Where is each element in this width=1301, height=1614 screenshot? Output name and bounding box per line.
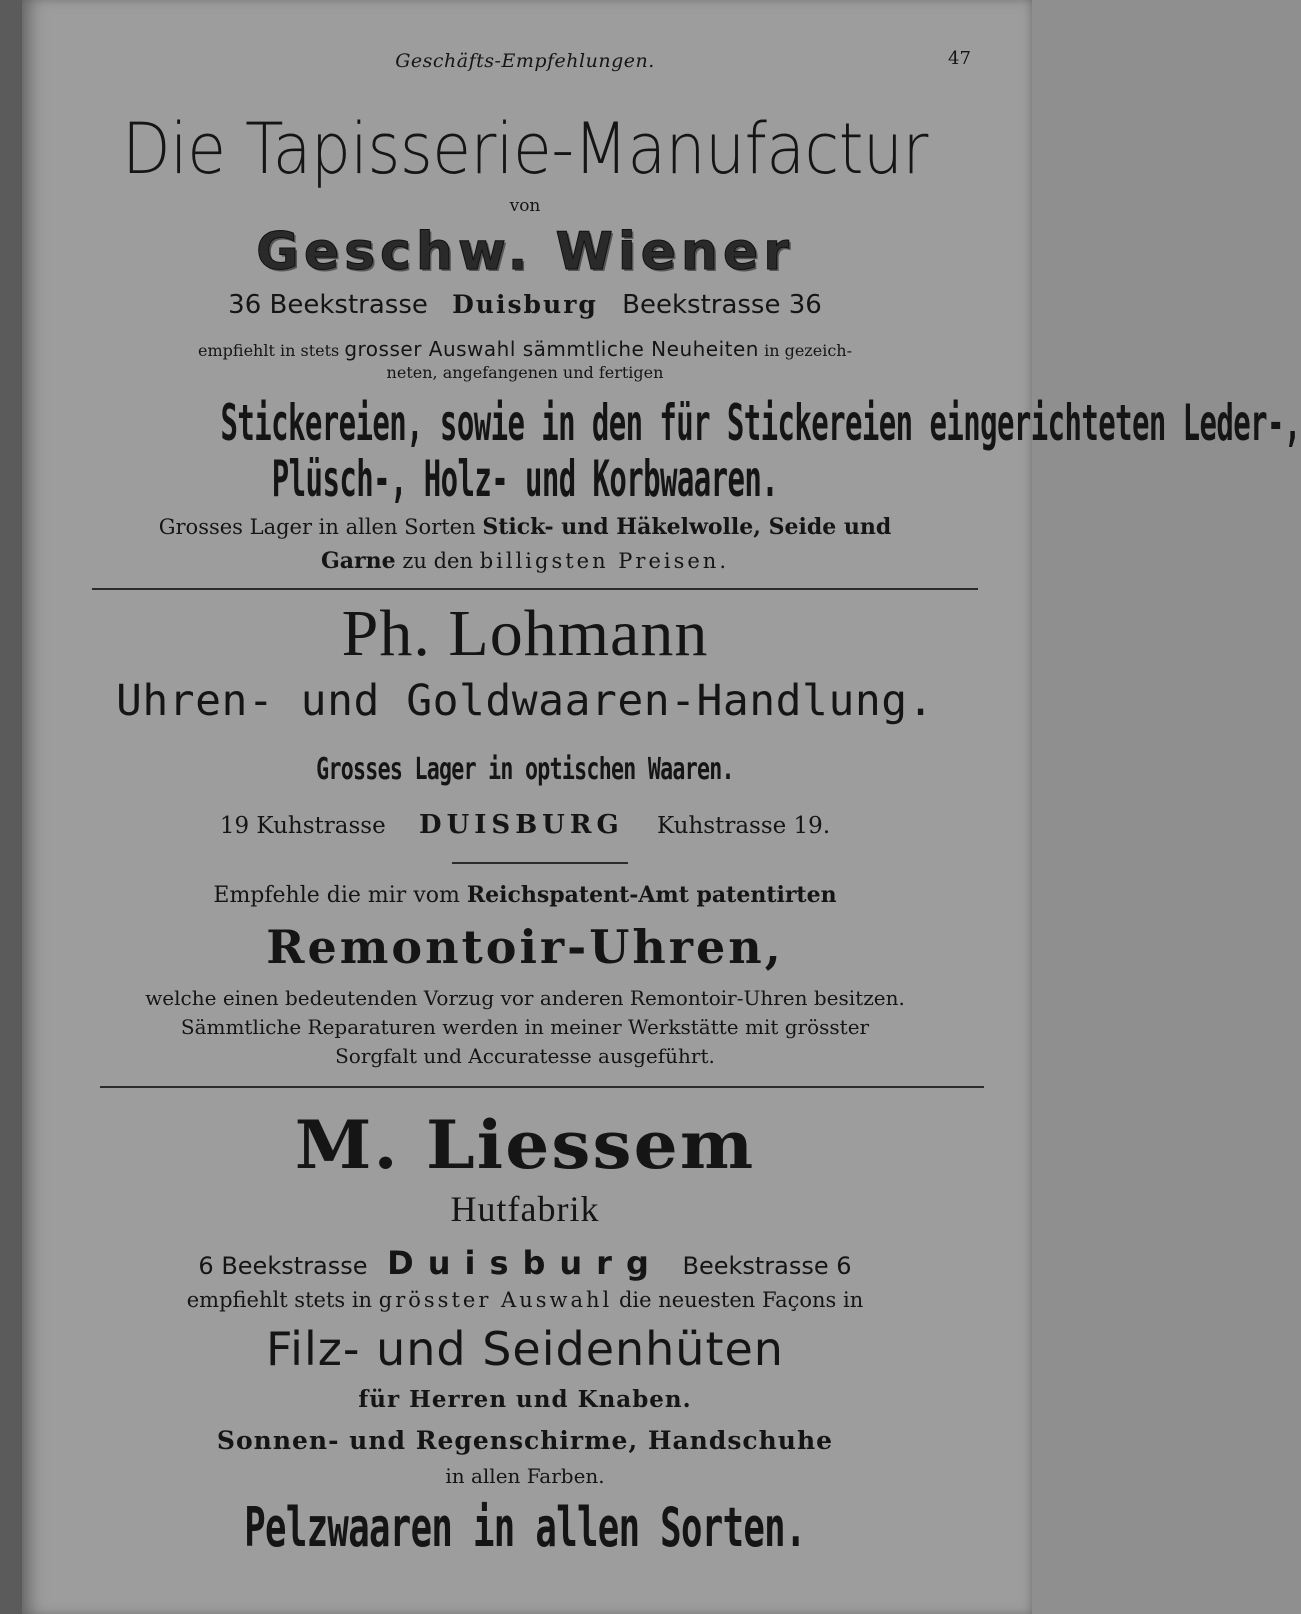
intro-highlight: grosser Auswahl sämmtliche Neuheiten: [344, 337, 759, 361]
recommend-text: empfiehlt stets in: [186, 1288, 373, 1312]
ad-wiener-title: Die Tapisserie-Manufactur: [122, 108, 928, 190]
ad-liessem-subtitle: Hutfabrik: [450, 1189, 600, 1229]
address-left: 19 Kuhstrasse: [219, 813, 386, 839]
stock-text: zu den: [402, 549, 473, 573]
stock-highlight: Stick- und Häkelwolle, Seide und: [482, 514, 892, 540]
ad-wiener-address: [0, 290, 1050, 320]
ad-lohmann-recommend: [0, 882, 1050, 908]
recommend-spaced: grösster Auswahl: [378, 1288, 613, 1312]
description-line: Sämmtliche Reparaturen werden in meiner Werkstätte mit grösster: [180, 1015, 870, 1039]
ad-liessem-furs: [0, 1496, 1050, 1559]
ad-lohmann-subtitle: Uhren- und Goldwaaren-Handlung.: [115, 676, 935, 726]
ad-liessem-address: [0, 1244, 1050, 1282]
recommend-text: Empfehle die mir vom: [213, 883, 460, 908]
products-text: Plüsch-, Holz- und Korbwaaren.: [271, 450, 779, 508]
page-number: 47: [948, 48, 971, 69]
city-name: Duisburg: [452, 290, 598, 319]
ad-wiener-stock: [0, 510, 1050, 578]
ad-liessem-audience: für Herren und Knaben.: [358, 1386, 692, 1413]
address-right: Beekstrasse 36: [622, 290, 822, 320]
recommend-highlight: Reichspatent-Amt patentirten: [466, 882, 837, 908]
ad-liessem-colors: in allen Farben.: [445, 1464, 605, 1488]
furs-text: Pelzwaaren in allen Sorten.: [244, 1496, 806, 1559]
products-text: Stickereien, sowie in den für Stickereien eingerichteten Leder-,: [220, 394, 1301, 452]
ad-wiener-von: von: [509, 196, 541, 216]
ad-lohmann-stock: [0, 752, 1050, 787]
stock-garne: Garne: [321, 548, 396, 574]
ad-lohmann-description: [0, 984, 1050, 1071]
description-line: Sorgfalt und Accuratesse ausgeführt.: [335, 1044, 715, 1068]
description-line: welche einen bedeutenden Vorzug vor anderen Remontoir-Uhren besitzen.: [145, 986, 905, 1010]
intro-text-line2: neten, angefangenen und fertigen: [386, 363, 664, 382]
short-divider: [452, 862, 628, 864]
ad-liessem-umbrellas: Sonnen- und Regenschirme, Handschuhe: [216, 1426, 834, 1455]
ad-wiener-name: Geschw. Wiener: [256, 222, 794, 282]
city-name: Duisburg: [387, 1244, 663, 1282]
stock-text: Grosses Lager in optischen Waaren.: [316, 752, 734, 787]
ad-liessem-recommend: [0, 1288, 1050, 1312]
divider: [100, 1086, 984, 1088]
address-right: Beekstrasse 6: [682, 1252, 852, 1280]
stock-prices: billigsten Preisen.: [479, 549, 729, 573]
address-left: 6 Beekstrasse: [198, 1252, 368, 1280]
intro-text: empfiehlt in stets: [198, 341, 340, 360]
ad-wiener-products-line2: [0, 450, 1050, 508]
ad-lohmann-product: Remontoir-Uhren,: [266, 920, 784, 974]
ad-wiener-products-line1: [0, 394, 1301, 452]
stock-text: Grosses Lager in allen Sorten: [158, 515, 476, 539]
ad-lohmann-address: [0, 810, 1050, 840]
address-left: 36 Beekstrasse: [228, 290, 428, 320]
ad-wiener-intro: [0, 338, 1050, 384]
ad-liessem-hats: Filz- und Seidenhüten: [266, 1322, 784, 1376]
intro-text-end: in gezeich-: [764, 341, 852, 360]
ad-lohmann-name: Ph. Lohmann: [341, 597, 709, 670]
recommend-text-end: die neuesten Façons in: [618, 1288, 864, 1312]
divider: [92, 588, 978, 590]
address-right: Kuhstrasse 19.: [656, 813, 831, 839]
city-name: DUISBURG: [419, 810, 624, 840]
ad-liessem-name: M. Liessem: [294, 1106, 756, 1184]
running-title: Geschäfts-Empfehlungen.: [395, 50, 655, 72]
